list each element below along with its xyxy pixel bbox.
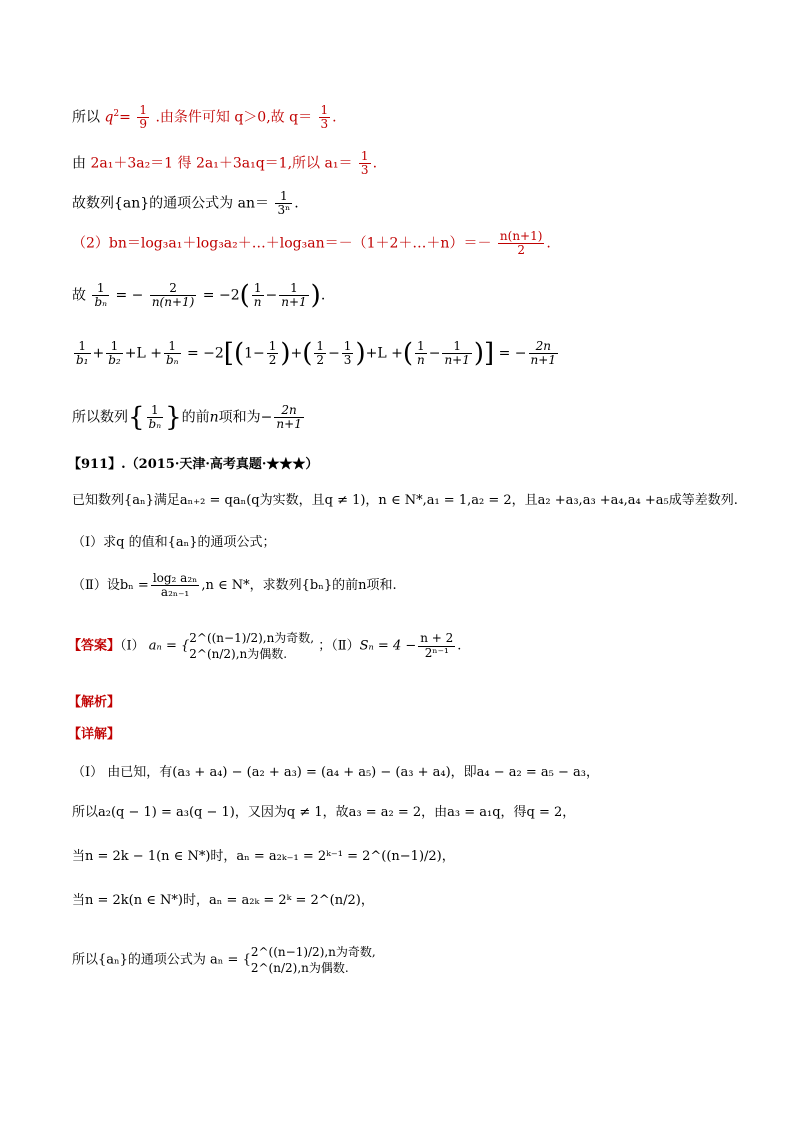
fraction: $\frac{1}{9}$ (139, 103, 147, 132)
question-part-2: （Ⅱ）设bₙ = $\frac{\text{log₂ a₂ₙ}}{\text{a₂ₙ₋₁}}$ ,n ∈ N*，求数列{bₙ}的前n项和. (72, 571, 397, 600)
line-1: 所以 $q^2=$ $\frac{1}{9}$ .由条件可知 q＞0,故 q＝ $\frac{1}{3}$ . (72, 103, 337, 132)
solution-5: 所以{aₙ}的通项公式为 aₙ = { 2^((n−1)/2),n为奇数, 2^(n/2),n为偶数. (72, 945, 376, 975)
fraction: $\frac{1}{3}$ (320, 103, 329, 132)
line-6: $\frac{1}{\text{b₁}}$ + $\frac{1}{\text{b₂}}$ +L + $\frac{1}{\text{bₙ}}$ = −2[(1− $\frac{1}{2}$ )+( $\frac{1}{2}$ − $\frac{1}{3}$ )+L +( $\frac{1}{n}$ − $\frac{1}{n+1}$ )] = − $\frac{2n}{n+1}$ (76, 338, 556, 369)
fraction: $\frac{1}{3}$ (360, 149, 369, 178)
question-text: 已知数列{aₙ}满足aₙ₊₂ = qaₙ(q为实数，且q ≠ 1)，n ∈ N*,a₁ = 1,a₂ = 2，且a₂ +a₃,a₃ +a₄,a₄ +a₅成等差数列. (72, 493, 738, 508)
problem-heading: 【911】.（2015·天津·高考真题·★★★） (68, 457, 319, 472)
solution-3: 当n = 2k − 1(n ∈ N*)时，aₙ = a₂ₖ₋₁ = 2ᵏ⁻¹ = 2^((n−1)/2)， (72, 849, 455, 864)
fraction: $\frac{1}{\text{3ⁿ}}$ (277, 189, 291, 218)
line-4: （2）bn＝log₃a₁＋log₃a₂＋…＋log₃an＝－（1＋2＋…＋n）＝－ $\frac{n(n+1)}{2}$ . (72, 229, 551, 258)
eq: = (119, 109, 131, 126)
detail-heading: 【详解】 (68, 727, 121, 742)
fraction: $\frac{n(n+1)}{2}$ (499, 229, 543, 258)
line-7: 所以数列{ $\frac{1}{\text{bₙ}}$ }的前n项和为− $\frac{2n}{n+1}$ (72, 402, 302, 433)
line-3: 故数列{an}的通项公式为 an＝ $\frac{1}{\text{3ⁿ}}$ . (72, 189, 299, 218)
line-2: 由 2a₁＋3a₂＝1 得 2a₁＋3a₁q＝1,所以 a₁＝ $\frac{1}{3}$ . (72, 149, 378, 178)
line-5: 故 $\frac{1}{\text{bₙ}}$ = − $\frac{2}{n(n+1)}$ = −2( $\frac{1}{n}$ − $\frac{1}{n+1}$ ). (72, 280, 326, 311)
text: 所以 (72, 109, 105, 126)
text: .由条件可知 q＞0,故 q＝ (155, 109, 313, 126)
analysis-heading: 【解析】 (68, 695, 121, 710)
q-var: q (104, 109, 114, 126)
solution-2: 所以a₂(q − 1) = a₃(q − 1)，又因为q ≠ 1，故a₃ = a₂ = 2，由a₃ = a₁q，得q = 2， (72, 805, 576, 820)
expr: 2a₁＋3a₂＝1 得 2a₁＋3a₁q＝1,所以 a₁＝ (90, 155, 353, 172)
question-part-1: （Ⅰ）求q 的值和{aₙ}的通项公式； (72, 535, 276, 550)
solution-1: （Ⅰ） 由已知，有(a₃ + a₄) − (a₂ + a₃) = (a₄ + a₅) − (a₃ + a₄)，即a₄ − a₂ = a₅ − a₃， (72, 765, 599, 780)
solution-4: 当n = 2k(n ∈ N*)时，aₙ = a₂ₖ = 2ᵏ = 2^(n/2)， (72, 893, 374, 908)
answer-line: 【答案】（Ⅰ） aₙ = { 2^((n−1)/2),n为奇数, 2^(n/2),n为偶数. ；（Ⅱ）Sₙ = 4 − $\frac{n + 2}{\text{2ⁿ⁻¹}}$ . (68, 631, 462, 661)
